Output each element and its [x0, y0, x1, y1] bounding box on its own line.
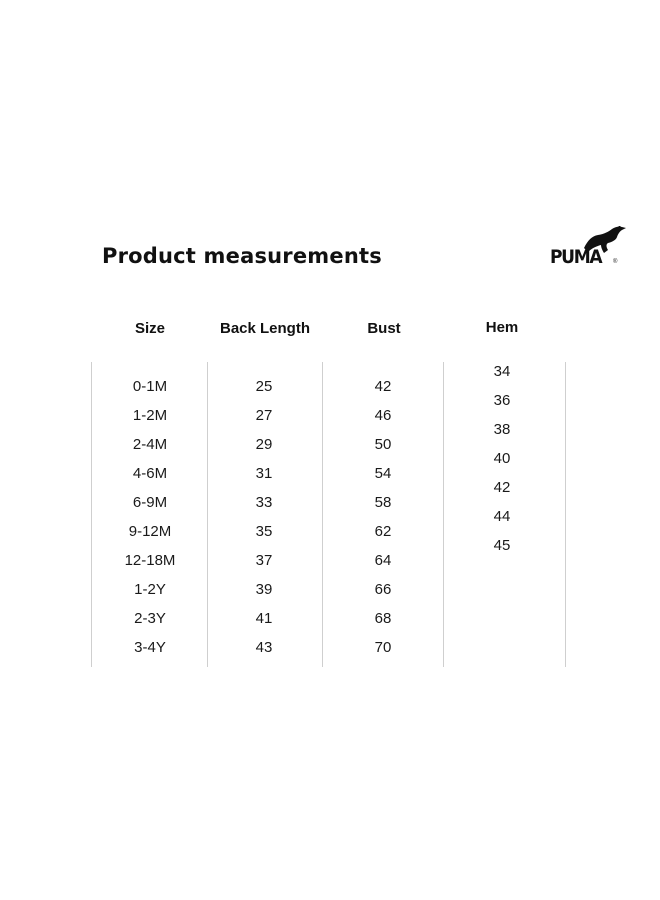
bust-cell: 42	[374, 378, 392, 395]
hem-cell: 40	[493, 450, 511, 467]
back-length-cell: 41	[255, 610, 273, 627]
back-length-cell: 37	[255, 552, 273, 569]
column-divider	[207, 362, 208, 667]
size-cell: 4-6M	[132, 465, 168, 482]
size-cell: 6-9M	[132, 494, 168, 511]
back-length-cell: 29	[255, 436, 273, 453]
size-cell: 2-4M	[132, 436, 168, 453]
size-column	[100, 372, 200, 662]
bust-cell: 46	[374, 407, 392, 424]
back-length-cell: 33	[255, 494, 273, 511]
header-size: Size	[134, 320, 165, 337]
bust-cell: 64	[374, 552, 392, 569]
size-cell: 1-2M	[132, 407, 168, 424]
size-cell: 0-1M	[132, 378, 168, 395]
column-divider	[565, 362, 566, 667]
back-length-cell: 27	[255, 407, 273, 424]
size-cell: 12-18M	[124, 552, 176, 569]
header-bust: Bust	[367, 320, 401, 337]
hem-cell: 45	[493, 537, 511, 554]
header-hem: Hem	[485, 319, 519, 336]
registered-mark: ®	[613, 259, 618, 265]
hem-column	[452, 357, 552, 560]
bust-cell: 62	[374, 523, 392, 540]
back-length-column	[214, 372, 314, 662]
bust-cell: 70	[374, 639, 392, 656]
hem-cell: 38	[493, 421, 511, 438]
logo-wordmark: PUMA	[550, 246, 602, 268]
back-length-cell: 39	[255, 581, 273, 598]
back-length-cell: 43	[255, 639, 273, 656]
back-length-cell: 31	[255, 465, 273, 482]
bust-cell: 66	[374, 581, 392, 598]
size-cell: 2-3Y	[134, 610, 166, 627]
puma-logo	[548, 226, 628, 272]
bust-cell: 50	[374, 436, 392, 453]
hem-cell: 34	[493, 363, 511, 380]
column-divider	[443, 362, 444, 667]
hem-cell: 36	[493, 392, 511, 409]
size-cell: 9-12M	[128, 523, 172, 540]
bust-cell: 54	[374, 465, 392, 482]
size-cell: 3-4Y	[134, 639, 166, 656]
hem-cell: 42	[493, 479, 511, 496]
header-back-length: Back Length	[219, 320, 310, 337]
size-cell: 1-2Y	[134, 581, 166, 598]
puma-cat-icon	[582, 226, 628, 256]
bust-column	[333, 372, 433, 662]
back-length-cell: 35	[255, 523, 273, 540]
back-length-cell: 25	[255, 378, 273, 395]
bust-cell: 58	[374, 494, 392, 511]
column-divider	[91, 362, 92, 667]
column-divider	[322, 362, 323, 667]
hem-cell: 44	[493, 508, 511, 525]
bust-cell: 68	[374, 610, 392, 627]
page-title: Product measurements	[102, 244, 382, 268]
